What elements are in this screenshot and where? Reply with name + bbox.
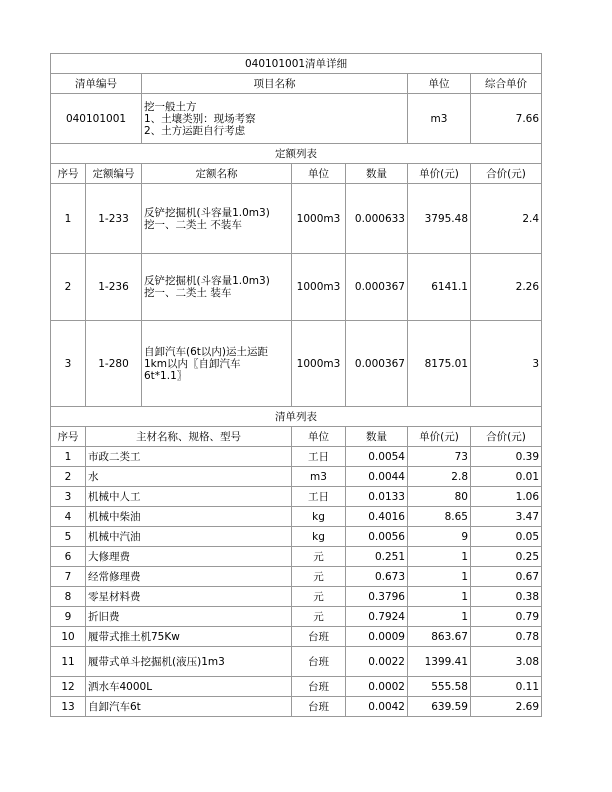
- quota-name-line: 1km以内〖自卸汽车: [144, 357, 241, 370]
- material-unit: kg: [292, 527, 346, 547]
- material-unit-price: 863.67: [408, 627, 471, 647]
- material-unit: 工日: [292, 487, 346, 507]
- material-qty: 0.0042: [346, 697, 408, 717]
- item-name: [142, 94, 408, 144]
- material-name: 零星材料费: [86, 587, 292, 607]
- quota-total: 2.26: [471, 254, 542, 321]
- bill-detail-table: [50, 53, 542, 717]
- quota-unit-price: 8175.01: [408, 321, 471, 407]
- material-total: 0.39: [471, 447, 542, 467]
- material-no: 1: [51, 447, 86, 467]
- material-name: 洒水车4000L: [86, 677, 292, 697]
- material-unit: 元: [292, 607, 346, 627]
- quota-code: 1-236: [86, 254, 142, 321]
- material-no: 4: [51, 507, 86, 527]
- material-name: 经常修理费: [86, 567, 292, 587]
- material-row: [51, 607, 542, 627]
- material-unit: 台班: [292, 697, 346, 717]
- quota-unit: 1000m3: [292, 254, 346, 321]
- material-name: 机械中汽油: [86, 527, 292, 547]
- quota-total: 2.4: [471, 184, 542, 254]
- material-total: 3.47: [471, 507, 542, 527]
- quota-row: [51, 321, 542, 407]
- material-no: 8: [51, 587, 86, 607]
- quota-unit-price: 3795.48: [408, 184, 471, 254]
- material-unit-price: 1: [408, 587, 471, 607]
- quota-no: 2: [51, 254, 86, 321]
- quota-code: 1-233: [86, 184, 142, 254]
- material-name: 市政二类工: [86, 447, 292, 467]
- material-unit: 元: [292, 587, 346, 607]
- material-unit-price: 2.8: [408, 467, 471, 487]
- material-row: [51, 487, 542, 507]
- material-no: 7: [51, 567, 86, 587]
- quota-header-total: 合价(元): [471, 164, 542, 184]
- item-unit: m3: [408, 94, 471, 144]
- material-unit-price: 8.65: [408, 507, 471, 527]
- item-row: [51, 94, 542, 144]
- quota-total: 3: [471, 321, 542, 407]
- material-row: [51, 677, 542, 697]
- material-name: 机械中人工: [86, 487, 292, 507]
- material-no: 3: [51, 487, 86, 507]
- quota-header-row: [51, 164, 542, 184]
- quota-header-unit: 单位: [292, 164, 346, 184]
- material-qty: 0.673: [346, 567, 408, 587]
- material-qty: 0.0022: [346, 647, 408, 677]
- material-no: 12: [51, 677, 86, 697]
- quota-no: 1: [51, 184, 86, 254]
- quota-name-line: 反铲挖掘机(斗容量1.0m3): [144, 206, 270, 219]
- header-name: 项目名称: [142, 74, 408, 94]
- material-unit-price: 1399.41: [408, 647, 471, 677]
- material-no: 6: [51, 547, 86, 567]
- material-total: 0.25: [471, 547, 542, 567]
- material-name: 折旧费: [86, 607, 292, 627]
- material-unit-price: 1: [408, 607, 471, 627]
- material-total: 0.78: [471, 627, 542, 647]
- material-header-qty: 数量: [346, 427, 408, 447]
- material-name: 水: [86, 467, 292, 487]
- quota-name: [142, 254, 292, 321]
- header-unit: 单位: [408, 74, 471, 94]
- material-row: [51, 507, 542, 527]
- quota-qty: 0.000633: [346, 184, 408, 254]
- material-total: 0.67: [471, 567, 542, 587]
- quota-name-line: 反铲挖掘机(斗容量1.0m3): [144, 275, 270, 287]
- material-total: 0.11: [471, 677, 542, 697]
- material-qty: 0.251: [346, 547, 408, 567]
- material-unit: 台班: [292, 627, 346, 647]
- material-name: 机械中柴油: [86, 507, 292, 527]
- material-header-row: [51, 427, 542, 447]
- material-unit-price: 9: [408, 527, 471, 547]
- quota-no: 3: [51, 321, 86, 407]
- material-total: 0.01: [471, 467, 542, 487]
- material-section-title-row: [51, 407, 542, 427]
- material-unit-price: 80: [408, 487, 471, 507]
- quota-name: [142, 184, 292, 254]
- material-name: 履带式单斗挖掘机(液压)1m3: [86, 647, 292, 677]
- material-unit: 元: [292, 567, 346, 587]
- material-unit: kg: [292, 507, 346, 527]
- item-name-line: 2、土方运距自行考虑: [144, 124, 246, 137]
- material-qty: 0.0044: [346, 467, 408, 487]
- item-name-line: 挖一般土方: [144, 100, 197, 113]
- material-row: [51, 647, 542, 677]
- quota-header-code: 定额编号: [86, 164, 142, 184]
- quota-header-qty: 数量: [346, 164, 408, 184]
- material-no: 11: [51, 647, 86, 677]
- material-unit-price: 1: [408, 567, 471, 587]
- material-header-unit: 单位: [292, 427, 346, 447]
- quota-name: [142, 321, 292, 407]
- material-unit-price: 639.59: [408, 697, 471, 717]
- quota-qty: 0.000367: [346, 254, 408, 321]
- material-qty: 0.0009: [346, 627, 408, 647]
- quota-name-line: 挖一、二类土 装车: [144, 287, 232, 299]
- material-name: 履带式推土机75Kw: [86, 627, 292, 647]
- material-row: [51, 447, 542, 467]
- quota-unit: 1000m3: [292, 321, 346, 407]
- page-title: 040101001清单详细: [51, 54, 542, 74]
- material-unit-price: 555.58: [408, 677, 471, 697]
- item-header-row: [51, 74, 542, 94]
- material-qty: 0.0002: [346, 677, 408, 697]
- material-no: 5: [51, 527, 86, 547]
- quota-section-title-row: [51, 144, 542, 164]
- material-row: [51, 467, 542, 487]
- material-header-name: 主材名称、规格、型号: [86, 427, 292, 447]
- quota-section-title: 定额列表: [51, 144, 542, 164]
- material-unit: 工日: [292, 447, 346, 467]
- material-total: 0.38: [471, 587, 542, 607]
- material-unit: 元: [292, 547, 346, 567]
- material-name: 大修理费: [86, 547, 292, 567]
- header-price: 综合单价: [471, 74, 542, 94]
- material-total: 0.05: [471, 527, 542, 547]
- quota-code: 1-280: [86, 321, 142, 407]
- material-unit-price: 1: [408, 547, 471, 567]
- material-name: 自卸汽车6t: [86, 697, 292, 717]
- material-no: 10: [51, 627, 86, 647]
- material-row: [51, 547, 542, 567]
- quota-name-line: 自卸汽车(6t以内)运土运距: [144, 345, 268, 358]
- quota-name-line: 挖一、二类土 不装车: [144, 218, 242, 231]
- material-no: 13: [51, 697, 86, 717]
- material-unit-price: 73: [408, 447, 471, 467]
- quota-unit-price: 6141.1: [408, 254, 471, 321]
- quota-name-line: 6t*1.1〗: [144, 369, 188, 382]
- quota-qty: 0.000367: [346, 321, 408, 407]
- material-unit: m3: [292, 467, 346, 487]
- material-total: 0.79: [471, 607, 542, 627]
- item-name-line: 1、土壤类别：现场考察: [144, 112, 256, 125]
- material-qty: 0.7924: [346, 607, 408, 627]
- quota-row: [51, 184, 542, 254]
- quota-unit: 1000m3: [292, 184, 346, 254]
- quota-header-name: 定额名称: [142, 164, 292, 184]
- material-qty: 0.4016: [346, 507, 408, 527]
- header-code: 清单编号: [51, 74, 142, 94]
- material-header-no: 序号: [51, 427, 86, 447]
- quota-header-unit-price: 单价(元): [408, 164, 471, 184]
- material-total: 1.06: [471, 487, 542, 507]
- material-qty: 0.0054: [346, 447, 408, 467]
- material-row: [51, 587, 542, 607]
- quota-header-no: 序号: [51, 164, 86, 184]
- material-unit: 台班: [292, 647, 346, 677]
- material-total: 3.08: [471, 647, 542, 677]
- quota-row: [51, 254, 542, 321]
- material-section-title: 清单列表: [51, 407, 542, 427]
- material-qty: 0.0056: [346, 527, 408, 547]
- material-header-unit-price: 单价(元): [408, 427, 471, 447]
- title-row: [51, 54, 542, 74]
- material-row: [51, 527, 542, 547]
- item-code: 040101001: [51, 94, 142, 144]
- material-row: [51, 627, 542, 647]
- material-no: 2: [51, 467, 86, 487]
- material-row: [51, 697, 542, 717]
- item-price: 7.66: [471, 94, 542, 144]
- material-unit: 台班: [292, 677, 346, 697]
- material-no: 9: [51, 607, 86, 627]
- material-total: 2.69: [471, 697, 542, 717]
- material-row: [51, 567, 542, 587]
- material-header-total: 合价(元): [471, 427, 542, 447]
- material-qty: 0.3796: [346, 587, 408, 607]
- material-qty: 0.0133: [346, 487, 408, 507]
